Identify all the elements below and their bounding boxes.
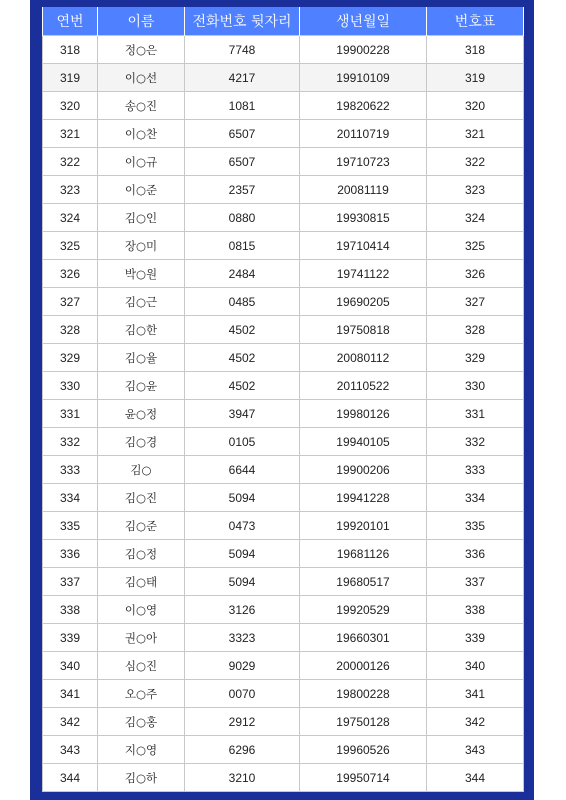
cell-ticket-number: 343: [427, 736, 524, 764]
header-ticket-number: 번호표: [427, 7, 524, 36]
cell-serial-number: 331: [43, 400, 98, 428]
header-name: 이름: [98, 7, 185, 36]
table-row: [43, 708, 524, 736]
cell-phone-last-digits: 2912: [185, 708, 300, 736]
cell-birth-date: 19960526: [300, 736, 427, 764]
cell-name: 김○홍: [98, 708, 185, 736]
table-row: [43, 596, 524, 624]
cell-serial-number: 344: [43, 764, 98, 792]
cell-name: 김○하: [98, 764, 185, 792]
cell-name: 송○진: [98, 92, 185, 120]
cell-phone-last-digits: 6507: [185, 120, 300, 148]
cell-name: 오○주: [98, 680, 185, 708]
cell-birth-date: 19940105: [300, 428, 427, 456]
cell-phone-last-digits: 3210: [185, 764, 300, 792]
cell-serial-number: 337: [43, 568, 98, 596]
cell-serial-number: 320: [43, 92, 98, 120]
cell-serial-number: 336: [43, 540, 98, 568]
cell-ticket-number: 319: [427, 64, 524, 92]
cell-ticket-number: 323: [427, 176, 524, 204]
cell-name: 이○준: [98, 176, 185, 204]
cell-birth-date: 19800228: [300, 680, 427, 708]
cell-ticket-number: 344: [427, 764, 524, 792]
cell-name: 김○인: [98, 204, 185, 232]
cell-serial-number: 318: [43, 36, 98, 64]
cell-phone-last-digits: 4502: [185, 316, 300, 344]
cell-serial-number: 334: [43, 484, 98, 512]
cell-birth-date: 20000126: [300, 652, 427, 680]
cell-birth-date: 19900228: [300, 36, 427, 64]
table-row: [43, 316, 524, 344]
cell-ticket-number: 338: [427, 596, 524, 624]
cell-birth-date: 19941228: [300, 484, 427, 512]
table-row: [43, 764, 524, 792]
cell-name: 이○규: [98, 148, 185, 176]
cell-birth-date: 19900206: [300, 456, 427, 484]
cell-serial-number: 327: [43, 288, 98, 316]
cell-phone-last-digits: 7748: [185, 36, 300, 64]
cell-birth-date: 19710414: [300, 232, 427, 260]
cell-ticket-number: 320: [427, 92, 524, 120]
cell-birth-date: 20110719: [300, 120, 427, 148]
cell-ticket-number: 328: [427, 316, 524, 344]
cell-birth-date: 19681126: [300, 540, 427, 568]
cell-name: 김○한: [98, 316, 185, 344]
table-row: [43, 652, 524, 680]
cell-name: 김○태: [98, 568, 185, 596]
cell-phone-last-digits: 0815: [185, 232, 300, 260]
cell-phone-last-digits: 5094: [185, 568, 300, 596]
cell-ticket-number: 324: [427, 204, 524, 232]
table-row: [43, 148, 524, 176]
cell-birth-date: 19910109: [300, 64, 427, 92]
table-row: [43, 624, 524, 652]
table-row: [43, 568, 524, 596]
cell-ticket-number: 337: [427, 568, 524, 596]
cell-birth-date: 19980126: [300, 400, 427, 428]
cell-serial-number: 343: [43, 736, 98, 764]
cell-phone-last-digits: 0070: [185, 680, 300, 708]
cell-name: 장○미: [98, 232, 185, 260]
cell-name: 김○진: [98, 484, 185, 512]
cell-name: 김○윤: [98, 372, 185, 400]
cell-name: 이○선: [98, 64, 185, 92]
header-birth-date: 생년월일: [300, 7, 427, 36]
table-header: [43, 7, 524, 36]
cell-ticket-number: 333: [427, 456, 524, 484]
cell-phone-last-digits: 6507: [185, 148, 300, 176]
cell-serial-number: 323: [43, 176, 98, 204]
cell-ticket-number: 318: [427, 36, 524, 64]
cell-name: 김○: [98, 456, 185, 484]
cell-birth-date: 19741122: [300, 260, 427, 288]
cell-serial-number: 332: [43, 428, 98, 456]
cell-phone-last-digits: 0105: [185, 428, 300, 456]
table-row: [43, 680, 524, 708]
table-row: [43, 232, 524, 260]
cell-phone-last-digits: 0473: [185, 512, 300, 540]
header-serial-number: 연번: [43, 7, 98, 36]
cell-name: 김○율: [98, 344, 185, 372]
cell-birth-date: 20080112: [300, 344, 427, 372]
cell-name: 권○아: [98, 624, 185, 652]
cell-phone-last-digits: 3947: [185, 400, 300, 428]
table-row: [43, 372, 524, 400]
cell-serial-number: 328: [43, 316, 98, 344]
cell-serial-number: 339: [43, 624, 98, 652]
table-row: [43, 64, 524, 92]
cell-phone-last-digits: 3126: [185, 596, 300, 624]
table-row: [43, 540, 524, 568]
cell-ticket-number: 325: [427, 232, 524, 260]
cell-phone-last-digits: 4217: [185, 64, 300, 92]
cell-birth-date: 19930815: [300, 204, 427, 232]
cell-birth-date: 19950714: [300, 764, 427, 792]
table-row: [43, 36, 524, 64]
table-row: [43, 344, 524, 372]
cell-ticket-number: 327: [427, 288, 524, 316]
table-row: [43, 288, 524, 316]
cell-serial-number: 319: [43, 64, 98, 92]
cell-serial-number: 338: [43, 596, 98, 624]
cell-serial-number: 321: [43, 120, 98, 148]
header-phone-last-digits: 전화번호 뒷자리: [185, 7, 300, 36]
cell-name: 김○준: [98, 512, 185, 540]
table-body: [43, 36, 524, 792]
cell-serial-number: 330: [43, 372, 98, 400]
cell-phone-last-digits: 0485: [185, 288, 300, 316]
cell-name: 김○근: [98, 288, 185, 316]
table-row: [43, 512, 524, 540]
table-row: [43, 260, 524, 288]
cell-ticket-number: 331: [427, 400, 524, 428]
cell-name: 김○경: [98, 428, 185, 456]
cell-name: 이○영: [98, 596, 185, 624]
cell-serial-number: 322: [43, 148, 98, 176]
cell-birth-date: 19750128: [300, 708, 427, 736]
cell-serial-number: 333: [43, 456, 98, 484]
cell-birth-date: 19920101: [300, 512, 427, 540]
cell-serial-number: 325: [43, 232, 98, 260]
cell-serial-number: 335: [43, 512, 98, 540]
cell-name: 윤○정: [98, 400, 185, 428]
cell-name: 정○은: [98, 36, 185, 64]
cell-ticket-number: 336: [427, 540, 524, 568]
cell-birth-date: 19920529: [300, 596, 427, 624]
cell-phone-last-digits: 1081: [185, 92, 300, 120]
table-row: [43, 456, 524, 484]
table-row: [43, 92, 524, 120]
cell-phone-last-digits: 2484: [185, 260, 300, 288]
roster-table: [42, 7, 524, 792]
cell-name: 심○진: [98, 652, 185, 680]
cell-birth-date: 20110522: [300, 372, 427, 400]
cell-name: 박○원: [98, 260, 185, 288]
cell-serial-number: 342: [43, 708, 98, 736]
table-row: [43, 204, 524, 232]
cell-ticket-number: 326: [427, 260, 524, 288]
cell-ticket-number: 339: [427, 624, 524, 652]
cell-ticket-number: 340: [427, 652, 524, 680]
cell-phone-last-digits: 9029: [185, 652, 300, 680]
cell-phone-last-digits: 2357: [185, 176, 300, 204]
table-row: [43, 428, 524, 456]
cell-birth-date: 19750818: [300, 316, 427, 344]
cell-birth-date: 19660301: [300, 624, 427, 652]
cell-name: 김○정: [98, 540, 185, 568]
cell-birth-date: 19820622: [300, 92, 427, 120]
cell-phone-last-digits: 4502: [185, 344, 300, 372]
cell-name: 지○영: [98, 736, 185, 764]
table-row: [43, 120, 524, 148]
cell-ticket-number: 335: [427, 512, 524, 540]
table-row: [43, 400, 524, 428]
cell-ticket-number: 330: [427, 372, 524, 400]
cell-ticket-number: 322: [427, 148, 524, 176]
cell-birth-date: 19690205: [300, 288, 427, 316]
cell-birth-date: 19710723: [300, 148, 427, 176]
cell-phone-last-digits: 6296: [185, 736, 300, 764]
cell-ticket-number: 332: [427, 428, 524, 456]
cell-serial-number: 340: [43, 652, 98, 680]
cell-phone-last-digits: 6644: [185, 456, 300, 484]
cell-birth-date: 20081119: [300, 176, 427, 204]
cell-name: 이○찬: [98, 120, 185, 148]
cell-birth-date: 19680517: [300, 568, 427, 596]
cell-serial-number: 326: [43, 260, 98, 288]
cell-ticket-number: 341: [427, 680, 524, 708]
cell-ticket-number: 342: [427, 708, 524, 736]
cell-ticket-number: 334: [427, 484, 524, 512]
cell-ticket-number: 329: [427, 344, 524, 372]
cell-serial-number: 329: [43, 344, 98, 372]
cell-ticket-number: 321: [427, 120, 524, 148]
cell-serial-number: 324: [43, 204, 98, 232]
header-row: [43, 7, 524, 36]
cell-serial-number: 341: [43, 680, 98, 708]
cell-phone-last-digits: 4502: [185, 372, 300, 400]
cell-phone-last-digits: 3323: [185, 624, 300, 652]
table-row: [43, 176, 524, 204]
cell-phone-last-digits: 5094: [185, 484, 300, 512]
table-row: [43, 484, 524, 512]
cell-phone-last-digits: 0880: [185, 204, 300, 232]
table-row: [43, 736, 524, 764]
cell-phone-last-digits: 5094: [185, 540, 300, 568]
